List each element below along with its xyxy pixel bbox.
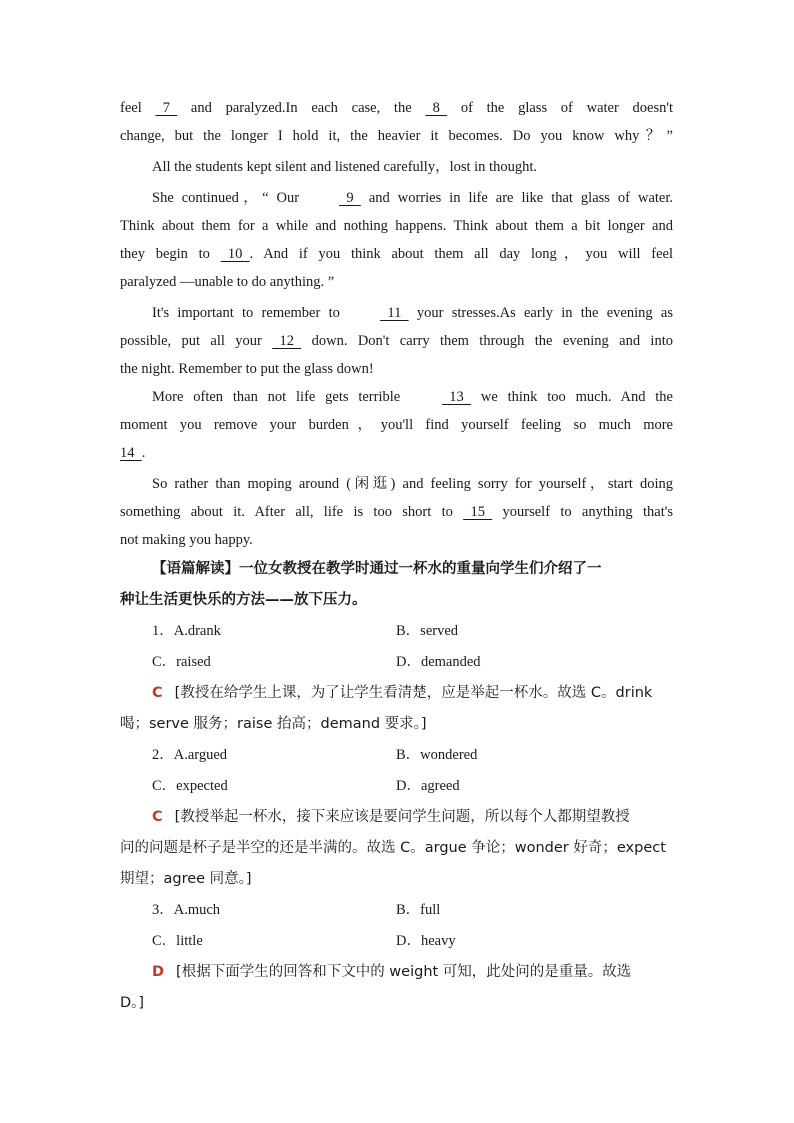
summary-text: 一位女教授在教学时通过一杯水的重量向学生们介绍了一 xyxy=(239,561,602,577)
question-number: 3． xyxy=(152,902,174,918)
option-c: C．expected xyxy=(152,778,228,794)
passage-line xyxy=(120,439,673,467)
text: they begin to xyxy=(120,246,221,262)
explanation-line: 期望；agree 同意。] xyxy=(120,871,252,887)
text: your stresses.As early in the evening as xyxy=(408,305,673,321)
option-c: C．little xyxy=(152,933,203,949)
explanation-text: [教授在给学生上课，为了让学生看清楚，应是举起一杯水。故选 C。drink xyxy=(174,685,653,701)
passage-line: paralyzed —unable to do anything. ” xyxy=(120,274,335,290)
text: of the glass of water doesn't xyxy=(447,100,673,116)
answer-letter: C xyxy=(152,685,163,701)
passage-line xyxy=(120,94,673,122)
question-number: 2． xyxy=(152,747,174,763)
option-a: A.argued xyxy=(173,747,228,763)
text: It's important to remember to xyxy=(152,305,349,321)
explanation-line xyxy=(120,802,673,833)
option-b: B．wondered xyxy=(396,747,478,763)
text: . xyxy=(141,445,146,461)
question-options-row xyxy=(120,895,673,926)
text: we think too much. And the xyxy=(471,389,673,405)
summary-line: 种让生活更快乐的方法——放下压力。 xyxy=(120,592,367,608)
question-options-row xyxy=(120,647,673,678)
explanation-text: [教授举起一杯水，接下来应该是要问学生问题，所以每个人都期望教授 xyxy=(174,809,630,825)
passage-line: change, but the longer I hold it, the heavier it becomes. Do you know why？” xyxy=(120,128,673,144)
passage-line xyxy=(120,327,673,355)
option-c: C．raised xyxy=(152,654,211,670)
blank-15: 15 xyxy=(463,504,493,520)
passage-line: moment you remove your burden，you'll find yourself feeling so much more xyxy=(120,417,673,433)
blank-8: 8 xyxy=(425,100,448,116)
answer-letter: D xyxy=(152,964,165,980)
summary-line xyxy=(120,554,673,585)
passage-line xyxy=(120,184,673,212)
explanation-line: 问的问题是杯子是半空的还是半满的。故选 C。argue 争论；wonder 好奇；expect xyxy=(120,840,666,856)
option-a: A.much xyxy=(173,902,221,918)
passage-line xyxy=(120,240,673,268)
option-d: D．demanded xyxy=(396,654,481,670)
blank-10: 10 xyxy=(220,246,250,262)
document-page xyxy=(120,94,673,1019)
passage-line: the night. Remember to put the glass down! xyxy=(120,361,374,377)
question-options-row xyxy=(120,616,673,647)
text: possible, put all your xyxy=(120,333,273,349)
blank-9: 9 xyxy=(339,190,361,206)
question-options-row xyxy=(120,740,673,771)
text: yourself to anything that's xyxy=(492,504,673,520)
passage-line: Think about them for a while and nothing happens. Think about them a bit longer and xyxy=(120,218,673,234)
text: and worries in life are like that glass of water. xyxy=(360,190,673,206)
answer-letter: C xyxy=(152,809,163,825)
blank-13: 13 xyxy=(442,389,472,405)
blank-7: 7 xyxy=(155,100,178,116)
option-d: D．agreed xyxy=(396,778,460,794)
text: feel xyxy=(120,100,156,116)
option-d: D．heavy xyxy=(396,933,456,949)
text: More often than not life gets terrible xyxy=(152,389,411,405)
passage-line xyxy=(120,299,673,327)
option-b: B．full xyxy=(396,902,441,918)
passage-line xyxy=(120,498,673,526)
passage-line: So rather than moping around (闲逛) and feeling sorry for yourself，start doing xyxy=(152,476,673,492)
summary-label: 【语篇解读】 xyxy=(152,561,239,577)
blank-14: 14 xyxy=(120,445,142,461)
option-a: A.drank xyxy=(173,623,221,639)
question-options-row xyxy=(120,771,673,802)
blank-12: 12 xyxy=(272,333,302,349)
passage-line: not making you happy. xyxy=(120,532,253,548)
text: something about it. After all, life is too short to xyxy=(120,504,464,520)
text: She continued，“ Our xyxy=(152,190,308,206)
explanation-line: D。] xyxy=(120,995,145,1011)
question-number: 1． xyxy=(152,623,174,639)
explanation-line xyxy=(120,957,673,988)
passage-line: All the students kept silent and listened carefully，lost in thought. xyxy=(152,159,537,175)
blank-11: 11 xyxy=(380,305,409,321)
text: down. Don't carry them through the evening and into xyxy=(301,333,673,349)
passage-line xyxy=(120,383,673,411)
option-b: B．served xyxy=(396,623,459,639)
question-options-row xyxy=(120,926,673,957)
explanation-line xyxy=(120,678,673,709)
explanation-line: 喝；serve 服务；raise 抬高；demand 要求。] xyxy=(120,716,427,732)
explanation-text: [根据下面学生的回答和下文中的 weight 可知，此处问的是重量。故选 xyxy=(176,964,632,980)
text: and paralyzed.In each case, the xyxy=(177,100,426,116)
text: . And if you think about them all day long，you will feel xyxy=(249,246,673,262)
